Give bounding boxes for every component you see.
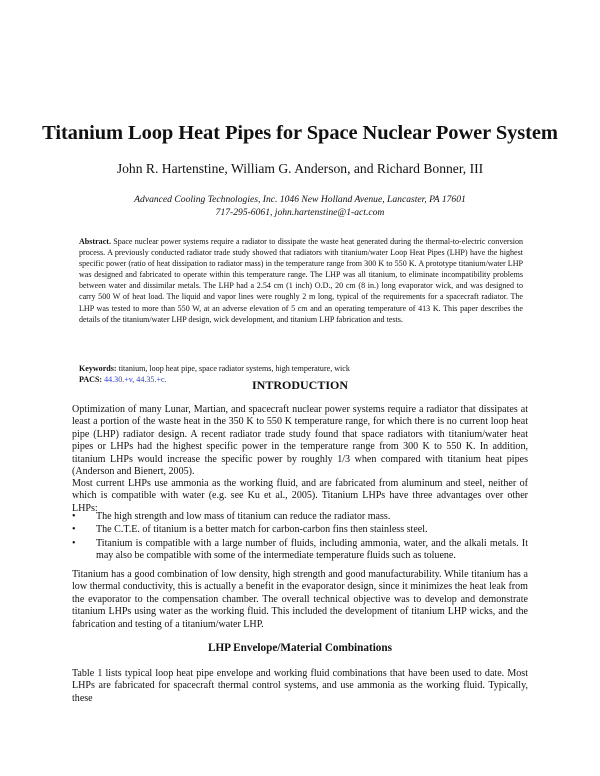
keywords-line (79, 364, 523, 375)
list-item-text: The C.T.E. of titanium is a better match for carbon-carbon fins then stainless steel. (96, 524, 428, 536)
bullet-glyph: • (72, 537, 76, 549)
keywords-text: titanium, loop heat pipe, space radiator systems, high temperature, wick (118, 364, 350, 373)
intro-paragraph-2: Most current LHPs use ammonia as the working fluid, and are fabricated from aluminum and steel, neither of which is compatible with water (e.g. see Ku et al., 2005). Titanium LHPs have three advantages over other LHPs: (72, 478, 528, 514)
affiliation-address: Advanced Cooling Technologies, Inc. 1046 New Holland Avenue, Lancaster, PA 17601 (134, 194, 466, 205)
abstract-text: Space nuclear power systems require a radiator to dissipate the waste heat generated during the thermal-to-electric conversion process. A previously conducted radiator trade study showed that radiators with titanium/water Loop Heat Pipes (LHP) have the highest specific power (ratio of heat dissipation to radiator mass) in the temperature range from 300 K to 550 K. A prototype titanium/water LHP was designed and fabricated to operate within this temperature range. The LHP was all titanium, to eliminate incompatibility problems between water and dissimilar metals. The LHP had a 2.54 cm (1 inch) O.D., 20 cm (8 in.) long evaporator wick, and was designed to carry 500 W of heat load. The liquid and vapor lines were roughly 2 m long, typical of the requirements for a spacecraft radiator. The LHP was tested to more than 550 W, at an adverse elevation of 5 cm and an operating temperature of 413 K. This paper describes the details of the titanium/water LHP design, wick development, and titanium LHP fabrication and tests. (79, 237, 524, 324)
list-item (72, 524, 528, 536)
list-item (72, 511, 528, 523)
advantages-list (72, 511, 528, 564)
section-heading-envelope: LHP Envelope/Material Combinations (208, 642, 392, 654)
affiliation-contact: 717-295-6061, john.hartenstine@1-act.com (215, 207, 385, 218)
bullet-glyph: • (72, 524, 76, 536)
keywords-label: Keywords: (79, 364, 117, 373)
bullet-glyph: • (72, 511, 76, 522)
abstract-label: Abstract. (79, 237, 111, 246)
intro-paragraph-3: Titanium has a good combination of low density, high strength and good manufacturability. While titanium has a low thermal conductivity, this is actually a benefit in the evaporator design, since it minimizes the heat leak from the evaporator to the compensation chamber. The overall technical objective was to develop and demonstrate titanium LHPs using water as the working fluid. This included the development of titanium LHP wicks, and the fabrication and testing of a titanium/water LHP. (72, 569, 528, 630)
list-item-text: The high strength and low mass of titanium can reduce the radiator mass. (96, 511, 391, 522)
list-item (72, 538, 528, 563)
list-item-text: Titanium is compatible with a large number of fluids, including ammonia, water, and the alkali metals. It may also be compatible with some of the intermediate temperature fluids such as toluene. (96, 537, 528, 562)
paper-title: Titanium Loop Heat Pipes for Space Nuclear Power System (42, 122, 558, 144)
pacs-label: PACS: (79, 374, 103, 384)
section-heading-introduction: INTRODUCTION (251, 378, 348, 392)
affiliation (0, 193, 600, 219)
envelope-paragraph-1: Table 1 lists typical loop heat pipe envelope and working fluid combinations that have been used to date. Most LHPs are fabricated for spacecraft thermal control systems, and use ammonia as the working fluid. Typically, these (72, 668, 528, 704)
intro-paragraph-1: Optimization of many Lunar, Martian, and spacecraft nuclear power systems require a radiator that dissipates at least a portion of the waste heat in the 350 K to 550 K temperature range, for which there is no current loop heat pipe (LHP) radiator design. A recent radiator trade study found that space radiators with titanium/water heat pipes or LHPs had the highest specific power in the temperature range from 300 K to 550 K. In addition, titanium LHPs would increase the specific power by roughly 1/3 when compared with titanium heat pipes (Anderson and Bienert, 2005). (72, 404, 528, 478)
abstract (79, 236, 523, 325)
pacs-codes-link[interactable]: 44.30.+v, 44.35.+c. (104, 374, 167, 384)
author-list: John R. Hartenstine, William G. Anderson, and Richard Bonner, III (116, 161, 484, 176)
